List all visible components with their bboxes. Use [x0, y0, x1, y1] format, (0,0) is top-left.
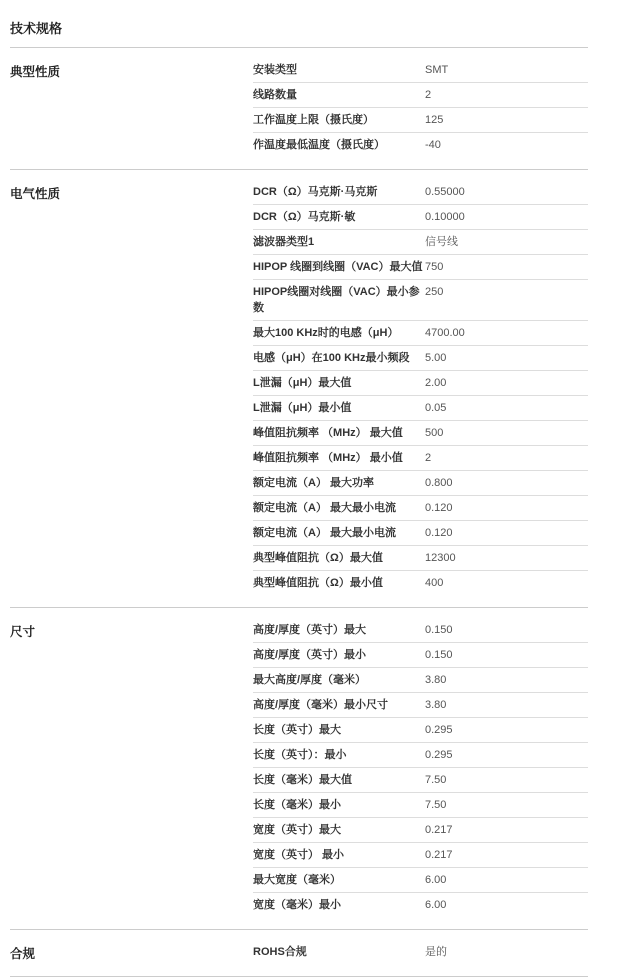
spec-label: 线路数量 [253, 89, 297, 101]
spec-label: ROHS合规 [253, 946, 307, 958]
spec-value: 0.10000 [425, 211, 465, 223]
spec-table [253, 940, 588, 964]
spec-value: 是的 [425, 946, 447, 958]
spec-value: 0.120 [425, 502, 453, 514]
spec-value: 6.00 [425, 874, 447, 886]
spec-value: 3.80 [425, 674, 447, 686]
spec-row [253, 643, 588, 668]
spec-row [253, 618, 588, 643]
spec-table [253, 180, 588, 595]
spec-label: 峰值阻抗频率 （MHz） 最小值 [253, 452, 403, 464]
spec-row [253, 255, 588, 280]
spec-label: 额定电流（A） 最大最小电流 [253, 502, 396, 514]
spec-label: 典型峰值阻抗（Ω）最大值 [253, 552, 383, 564]
spec-value: 7.50 [425, 774, 447, 786]
spec-label: DCR（Ω）马克斯·马克斯 [253, 186, 378, 198]
section-title: 典型性质 [10, 65, 61, 79]
spec-row [253, 280, 588, 321]
spec-row [253, 743, 588, 768]
spec-value: 750 [425, 261, 444, 273]
spec-value: 250 [425, 286, 444, 298]
section-title: 尺寸 [10, 625, 36, 639]
spec-value: 12300 [425, 552, 456, 564]
spec-table [253, 618, 588, 917]
spec-section [10, 170, 588, 608]
spec-value: 400 [425, 577, 444, 589]
spec-row [253, 843, 588, 868]
spec-label: 长度（毫米）最小 [253, 799, 341, 811]
spec-row [253, 133, 588, 157]
spec-value: 2.00 [425, 377, 447, 389]
spec-row [253, 83, 588, 108]
spec-value: 0.120 [425, 527, 453, 539]
spec-row [253, 940, 588, 964]
spec-label: HIPOP线圈对线圈（VAC）最小参数 [253, 286, 420, 314]
section-title: 电气性质 [10, 187, 61, 201]
spec-row [253, 346, 588, 371]
spec-label: 宽度（毫米）最小 [253, 899, 341, 911]
spec-label: 额定电流（A） 最大最小电流 [253, 527, 396, 539]
spec-label: HIPOP 线圈到线圈（VAC）最大值 [253, 261, 423, 273]
spec-label: DCR（Ω）马克斯·敏 [253, 211, 356, 223]
spec-row [253, 205, 588, 230]
spec-label: 最大宽度（毫米） [253, 874, 341, 886]
spec-label: L泄漏（μH）最小值 [253, 402, 352, 414]
spec-label: 宽度（英寸）最大 [253, 824, 341, 836]
spec-label: 工作温度上限（摄氏度） [253, 114, 374, 126]
spec-row [253, 471, 588, 496]
spec-row [253, 768, 588, 793]
spec-row [253, 108, 588, 133]
spec-row [253, 571, 588, 595]
spec-value: 0.150 [425, 624, 453, 636]
spec-label: 长度（毫米）最大值 [253, 774, 352, 786]
spec-row [253, 58, 588, 83]
spec-label: L泄漏（μH）最大值 [253, 377, 352, 389]
spec-row [253, 521, 588, 546]
spec-value: 125 [425, 114, 444, 126]
spec-section [10, 930, 588, 977]
spec-row [253, 718, 588, 743]
spec-value: 2 [425, 89, 432, 101]
spec-row [253, 693, 588, 718]
spec-value: 0.55000 [425, 186, 465, 198]
spec-row [253, 371, 588, 396]
spec-row [253, 893, 588, 917]
spec-label: 长度（英寸）：最小 [253, 749, 347, 761]
spec-row [253, 421, 588, 446]
spec-label: 典型峰值阻抗（Ω）最小值 [253, 577, 383, 589]
spec-table [253, 58, 588, 157]
spec-value: 0.295 [425, 724, 453, 736]
spec-value: 0.800 [425, 477, 453, 489]
spec-label: 最大100 KHz时的电感（μH） [253, 327, 399, 339]
section-title: 合规 [10, 947, 36, 961]
spec-label: 安装类型 [253, 64, 297, 76]
spec-label: 滤波器类型1 [253, 236, 315, 248]
spec-label: 高度/厚度（英寸）最大 [253, 624, 367, 636]
spec-row [253, 180, 588, 205]
spec-value: 信号线 [425, 236, 458, 248]
spec-value: SMT [425, 64, 449, 76]
spec-row [253, 496, 588, 521]
spec-value: 0.217 [425, 849, 453, 861]
spec-value: 0.150 [425, 649, 453, 661]
spec-value: 5.00 [425, 352, 447, 364]
spec-value: 6.00 [425, 899, 447, 911]
spec-label: 最大高度/厚度（毫米） [253, 674, 367, 686]
spec-label: 电感（μH）在100 KHz最小频段 [253, 352, 410, 364]
spec-value: 4700.00 [425, 327, 465, 339]
spec-value: 2 [425, 452, 432, 464]
spec-row [253, 868, 588, 893]
spec-label: 峰值阻抗频率 （MHz） 最大值 [253, 427, 403, 439]
spec-row [253, 793, 588, 818]
page-title: 技术规格 [10, 0, 588, 48]
spec-value: 500 [425, 427, 444, 439]
spec-label: 高度/厚度（毫米）最小尺寸 [253, 699, 389, 711]
spec-value: 0.295 [425, 749, 453, 761]
spec-value: 0.217 [425, 824, 453, 836]
spec-row [253, 396, 588, 421]
spec-row [253, 230, 588, 255]
spec-label: 额定电流（A） 最大功率 [253, 477, 374, 489]
spec-row [253, 818, 588, 843]
spec-label: 作温度最低温度（摄氏度） [253, 139, 385, 151]
spec-value: 0.05 [425, 402, 447, 414]
spec-row [253, 668, 588, 693]
spec-value: -40 [425, 139, 441, 151]
spec-row [253, 546, 588, 571]
spec-label: 宽度（英寸） 最小 [253, 849, 345, 861]
spec-section [10, 608, 588, 930]
spec-value: 3.80 [425, 699, 447, 711]
spec-label: 长度（英寸）最大 [253, 724, 341, 736]
spec-section [10, 48, 588, 170]
spec-label: 高度/厚度（英寸）最小 [253, 649, 367, 661]
spec-row [253, 446, 588, 471]
spec-value: 7.50 [425, 799, 447, 811]
spec-row [253, 321, 588, 346]
